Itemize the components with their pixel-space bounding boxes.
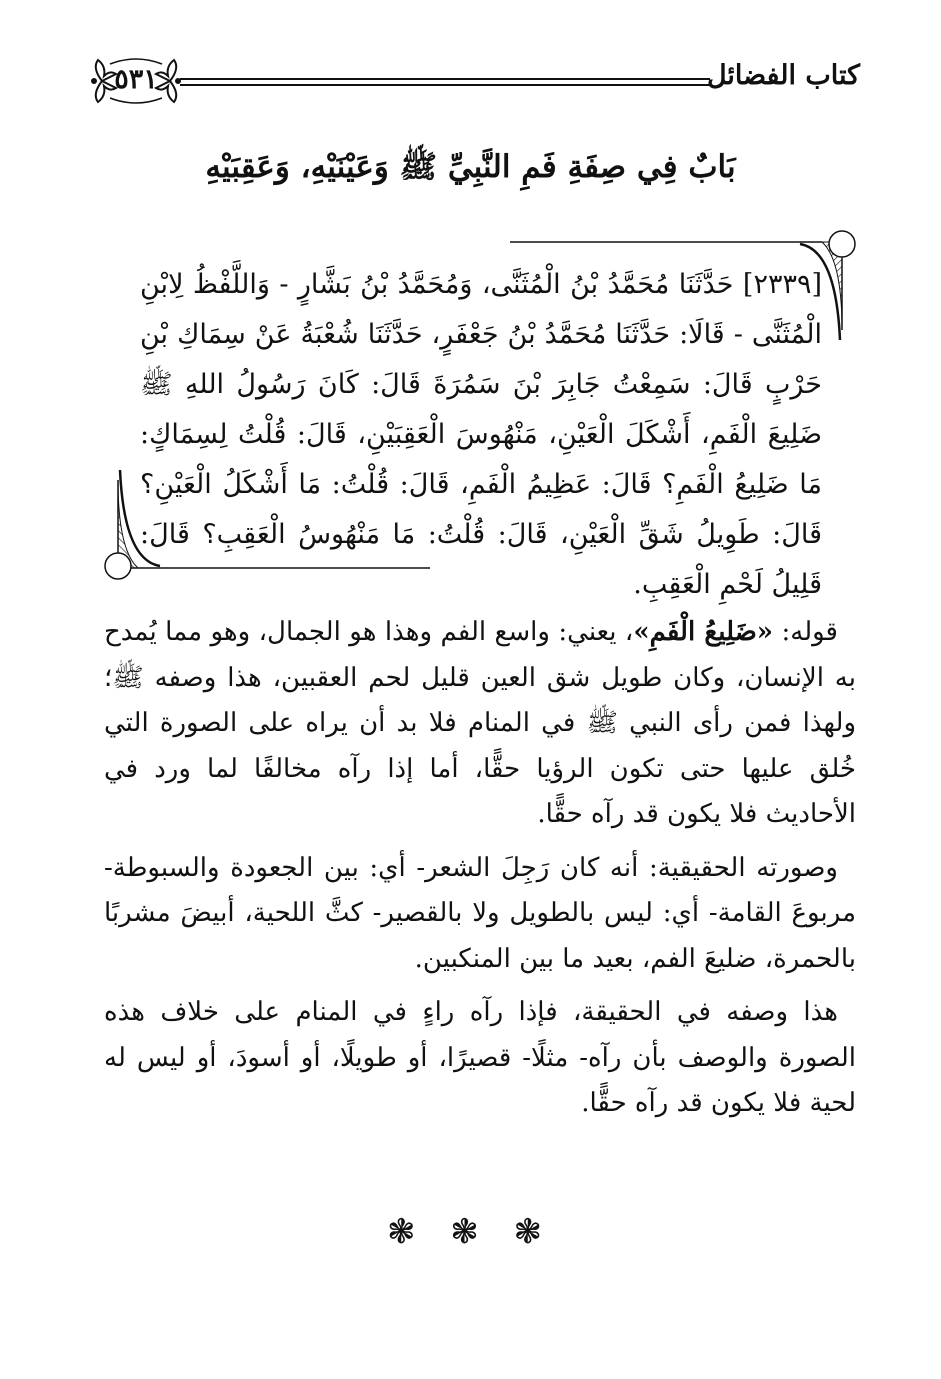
page-number: ٥٣١ bbox=[114, 64, 158, 95]
commentary-p1-rest: ، يعني: واسع الفم وهذا هو الجمال، وهو مما يُمدح به الإنسان، وكان طويل شق العين قليل لحم العقبين، هذا وصفه ﷺ؛ ولهذا فمن رأى النبي ﷺ في المنام فلا بد أن يراه على الصورة التي خُلق عليها حتى تكون الرؤيا حقًّا، أما إذا رآه مخالفًا لما ورد في الأحاديث فلا يكون قد رآه حقًّا. bbox=[104, 617, 856, 829]
quoted-term: «ضَلِيعُ الْفَمِ» bbox=[633, 617, 774, 647]
page-number-ornament bbox=[88, 56, 184, 106]
commentary-paragraph-2: وصورته الحقيقية: أنه كان رَجِلَ الشعر- أي: بين الجعودة والسبوطة- مربوعَ القامة- أي: ليس بالطويل ولا بالقصير- كثَّ اللحية، أبيضَ مشربًا بالحمرة، ضليعَ الفم، بعيد ما بين المنكبين. bbox=[104, 852, 856, 974]
hadith-frame bbox=[100, 230, 860, 600]
book-title: كتاب الفضائل bbox=[706, 60, 860, 91]
section-end-ornament: ❃ ❃ ❃ bbox=[386, 1212, 555, 1252]
commentary bbox=[104, 610, 856, 1135]
commentary-lead: قوله: bbox=[773, 617, 838, 647]
commentary-paragraph-1 bbox=[104, 610, 856, 838]
header-double-rule bbox=[180, 78, 710, 88]
chapter-heading: بَابٌ فِي صِفَةِ فَمِ النَّبِيِّ ﷺ وَعَيْنَيْهِ، وَعَقِبَيْهِ bbox=[205, 149, 736, 185]
hadith-text: [٢٣٣٩] حَدَّثَنَا مُحَمَّدُ بْنُ الْمُثَنَّى، وَمُحَمَّدُ بْنُ بَشَّارٍ - وَاللَّفْظُ لِابْنِ الْمُثَنَّى - قَالَا: حَدَّثَنَا مُحَمَّدُ بْنُ جَعْفَرٍ، حَدَّثَنَا شُعْبَةُ عَنْ سِمَاكِ بْنِ حَرْبٍ قَالَ: سَمِعْتُ جَابِرَ بْنَ سَمُرَةَ قَالَ: كَانَ رَسُولُ اللهِ ﷺ ضَلِيعَ الْفَمِ، أَشْكَلَ الْعَيْنِ، مَنْهُوسَ الْعَقِبَيْنِ، قَالَ: قُلْتُ لِسِمَاكٍ: مَا ضَلِيعُ الْفَمِ؟ قَالَ: عَظِيمُ الْفَمِ، قَالَ: قُلْتُ: مَا أَشْكَلُ الْعَيْنِ؟ قَالَ: طَوِيلُ شَقِّ الْعَيْنِ، قَالَ: قُلْتُ: مَا مَنْهُوسُ الْعَقِبِ؟ قَالَ: قَلِيلُ لَحْمِ الْعَقِبِ. bbox=[140, 269, 822, 600]
commentary-paragraph-3: هذا وصفه في الحقيقة، فإذا رآه راءٍ في المنام على خلاف هذه الصورة والوصف بأن رآه- مثلًا- قصيرًا، أو طويلًا، أو أسودَ، أو ليس له لحية فلا يكون قد رآه حقًّا. bbox=[104, 997, 856, 1118]
page-header bbox=[88, 56, 860, 106]
